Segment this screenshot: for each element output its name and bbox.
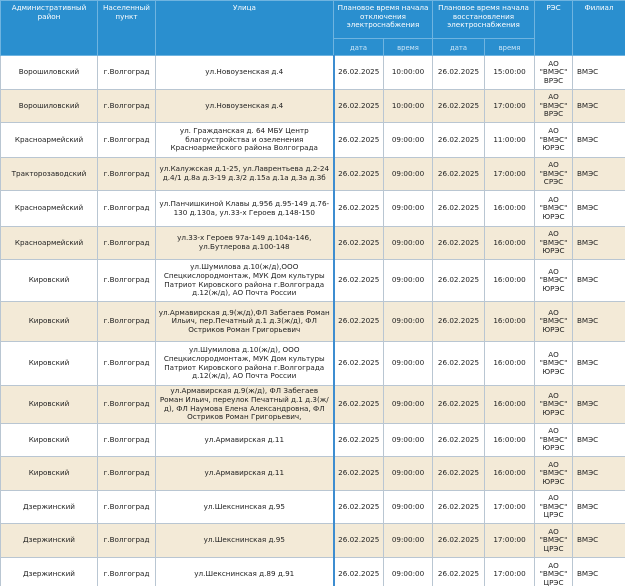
cell-on-date: 26.02.2025: [433, 386, 485, 424]
cell-on-time: 17:00:00: [485, 90, 535, 123]
cell-off-time: 09:00:00: [384, 227, 433, 260]
cell-branch: ВМЭС: [573, 158, 625, 191]
cell-on-time: 11:00:00: [485, 123, 535, 158]
cell-locality: г.Волгоград: [98, 56, 156, 90]
col-res-header: РЭС: [535, 1, 573, 56]
cell-on-time: 16:00:00: [485, 342, 535, 386]
cell-locality: г.Волгоград: [98, 191, 156, 227]
cell-off-time: 09:00:00: [384, 491, 433, 524]
cell-street: ул.Новоузенская д.4: [156, 90, 334, 123]
cell-on-time: 17:00:00: [485, 491, 535, 524]
table-row: [1, 260, 625, 302]
cell-locality: г.Волгоград: [98, 227, 156, 260]
cell-off-time: 09:00:00: [384, 302, 433, 342]
cell-off-time: 09:00:00: [384, 342, 433, 386]
sub-header-time: время: [485, 39, 535, 56]
col-branch-header: Филиал: [573, 1, 625, 56]
cell-branch: ВМЭС: [573, 302, 625, 342]
cell-street: ул.Шекснинская д.89 д.91: [156, 558, 334, 586]
cell-off-time: 10:00:00: [384, 56, 433, 90]
col-street-header: Улица: [156, 1, 334, 56]
cell-district: Дзержинский: [1, 491, 98, 524]
cell-locality: г.Волгоград: [98, 386, 156, 424]
col-district-header: Административный район: [1, 1, 98, 56]
cell-res: АО "ВМЭС" ЦРЭС: [535, 524, 573, 558]
cell-on-time: 17:00:00: [485, 158, 535, 191]
cell-on-time: 16:00:00: [485, 457, 535, 491]
cell-branch: ВМЭС: [573, 457, 625, 491]
table-row: [1, 227, 625, 260]
cell-district: Тракторозаводский: [1, 158, 98, 191]
cell-off-time: 09:00:00: [384, 524, 433, 558]
cell-branch: ВМЭС: [573, 123, 625, 158]
cell-street: ул.Армавирская д.11: [156, 457, 334, 491]
cell-off-date: 26.02.2025: [334, 457, 384, 491]
cell-off-date: 26.02.2025: [334, 260, 384, 302]
cell-branch: ВМЭС: [573, 491, 625, 524]
table-row: [1, 302, 625, 342]
cell-street: ул.Панчишкиной Клавы д.956 д.95-149 д.76-130 д.130а, ул.33-х Героев д.148-150: [156, 191, 334, 227]
cell-res: АО "ВМЭС" ЦРЭС: [535, 491, 573, 524]
cell-street: ул.Шумилова д.10(ж/д),ООО Спецкислородмонтаж, МУК Дом культуры Патриот Кировского района г.Волгограда д.12(ж/д), АО Почта России: [156, 260, 334, 302]
cell-on-date: 26.02.2025: [433, 342, 485, 386]
cell-off-time: 10:00:00: [384, 90, 433, 123]
cell-off-date: 26.02.2025: [334, 123, 384, 158]
table-row: [1, 457, 625, 491]
cell-district: Дзержинский: [1, 558, 98, 586]
cell-off-date: 26.02.2025: [334, 56, 384, 90]
cell-district: Кировский: [1, 386, 98, 424]
table-row: [1, 386, 625, 424]
cell-street: ул.Армавирская д.9(ж/д), ФЛ Забегаев Роман Ильич, переулок Печатный д.1 д.3(ж/д), ФЛ Наумова Елена Александровна, ФЛ Остриков Роман Григорьевич,: [156, 386, 334, 424]
cell-off-date: 26.02.2025: [334, 342, 384, 386]
cell-street: ул.Новоузенская д.4: [156, 56, 334, 90]
cell-branch: ВМЭС: [573, 227, 625, 260]
cell-off-time: 09:00:00: [384, 260, 433, 302]
cell-district: Красноармейский: [1, 123, 98, 158]
table-header: [1, 1, 625, 56]
cell-street: ул.33-х Героев 97а-149 д.104а-146, ул.Бутлерова д.100-148: [156, 227, 334, 260]
cell-off-date: 26.02.2025: [334, 191, 384, 227]
cell-branch: ВМЭС: [573, 342, 625, 386]
cell-on-date: 26.02.2025: [433, 56, 485, 90]
cell-off-date: 26.02.2025: [334, 524, 384, 558]
table-row: [1, 56, 625, 90]
cell-on-date: 26.02.2025: [433, 524, 485, 558]
cell-off-time: 09:00:00: [384, 158, 433, 191]
cell-res: АО "ВМЭС" ЮРЭС: [535, 191, 573, 227]
cell-on-date: 26.02.2025: [433, 227, 485, 260]
cell-off-date: 26.02.2025: [334, 558, 384, 586]
cell-branch: ВМЭС: [573, 260, 625, 302]
cell-locality: г.Волгоград: [98, 302, 156, 342]
cell-on-time: 16:00:00: [485, 424, 535, 457]
cell-res: АО "ВМЭС" ЮРЭС: [535, 123, 573, 158]
cell-off-time: 09:00:00: [384, 386, 433, 424]
cell-res: АО "ВМЭС" ЮРЭС: [535, 457, 573, 491]
cell-off-date: 26.02.2025: [334, 424, 384, 457]
cell-branch: ВМЭС: [573, 558, 625, 586]
cell-off-date: 26.02.2025: [334, 227, 384, 260]
cell-street: ул. Гражданская д. 64 МБУ Центр благоустройства и озеленения Красноармейского района Волгограда: [156, 123, 334, 158]
cell-locality: г.Волгоград: [98, 424, 156, 457]
cell-res: АО "ВМЭС" ЮРЭС: [535, 227, 573, 260]
cell-on-date: 26.02.2025: [433, 123, 485, 158]
cell-on-time: 16:00:00: [485, 386, 535, 424]
cell-locality: г.Волгоград: [98, 491, 156, 524]
cell-district: Кировский: [1, 424, 98, 457]
cell-district: Кировский: [1, 457, 98, 491]
table-row: [1, 191, 625, 227]
cell-off-time: 09:00:00: [384, 457, 433, 491]
sub-header-date: дата: [433, 39, 485, 56]
cell-res: АО "ВМЭС" ЮРЭС: [535, 424, 573, 457]
cell-res: АО "ВМЭС" ЮРЭС: [535, 342, 573, 386]
cell-street: ул.Армавирская д.9(ж/д),ФЛ Забегаев Роман Ильич, пер.Печатный д.1 д.3(ж/д), ФЛ Остриков Роман Григорьевич: [156, 302, 334, 342]
cell-district: Кировский: [1, 342, 98, 386]
cell-on-time: 16:00:00: [485, 302, 535, 342]
cell-district: Кировский: [1, 260, 98, 302]
sub-header-date: дата: [334, 39, 384, 56]
cell-district: Красноармейский: [1, 227, 98, 260]
cell-off-date: 26.02.2025: [334, 491, 384, 524]
table-body: [1, 56, 625, 586]
cell-on-time: 17:00:00: [485, 524, 535, 558]
cell-street: ул.Калужская д.1-25, ул.Лаврентьева д.2-24 д.4/1 д.8а д.3-19 д.3/2 д.15а д.1а д.3а д.3б: [156, 158, 334, 191]
table-row: [1, 123, 625, 158]
cell-district: Кировский: [1, 302, 98, 342]
cell-on-date: 26.02.2025: [433, 424, 485, 457]
cell-off-time: 09:00:00: [384, 424, 433, 457]
cell-on-date: 26.02.2025: [433, 457, 485, 491]
cell-locality: г.Волгоград: [98, 457, 156, 491]
cell-branch: ВМЭС: [573, 424, 625, 457]
cell-on-time: 16:00:00: [485, 260, 535, 302]
cell-res: АО "ВМЭС" ЮРЭС: [535, 302, 573, 342]
col-locality-header: Населенный пункт: [98, 1, 156, 56]
cell-branch: ВМЭС: [573, 386, 625, 424]
cell-district: Красноармейский: [1, 191, 98, 227]
cell-res: АО "ВМЭС" ЮРЭС: [535, 386, 573, 424]
cell-district: Ворошиловский: [1, 56, 98, 90]
cell-locality: г.Волгоград: [98, 342, 156, 386]
table-row: [1, 424, 625, 457]
cell-res: АО "ВМЭС" ЮРЭС: [535, 260, 573, 302]
cell-branch: ВМЭС: [573, 191, 625, 227]
cell-street: ул.Шекснинская д.95: [156, 491, 334, 524]
cell-street: ул.Шекснинская д.95: [156, 524, 334, 558]
sub-header-time: время: [384, 39, 433, 56]
cell-locality: г.Волгоград: [98, 524, 156, 558]
cell-district: Дзержинский: [1, 524, 98, 558]
cell-res: АО "ВМЭС" ЦРЭС: [535, 558, 573, 586]
cell-locality: г.Волгоград: [98, 158, 156, 191]
table-row: [1, 342, 625, 386]
cell-on-date: 26.02.2025: [433, 158, 485, 191]
cell-locality: г.Волгоград: [98, 123, 156, 158]
cell-off-time: 09:00:00: [384, 191, 433, 227]
cell-street: ул.Армавирская д.11: [156, 424, 334, 457]
cell-on-date: 26.02.2025: [433, 90, 485, 123]
table-row: [1, 558, 625, 586]
col-off-time-header: Плановое время начала отключения электроснабжения: [334, 1, 433, 39]
cell-on-time: 16:00:00: [485, 227, 535, 260]
cell-district: Ворошиловский: [1, 90, 98, 123]
cell-res: АО "ВМЭС" ВРЭС: [535, 56, 573, 90]
cell-on-date: 26.02.2025: [433, 260, 485, 302]
cell-off-time: 09:00:00: [384, 558, 433, 586]
cell-on-date: 26.02.2025: [433, 491, 485, 524]
cell-on-time: 16:00:00: [485, 191, 535, 227]
cell-branch: ВМЭС: [573, 524, 625, 558]
cell-off-time: 09:00:00: [384, 123, 433, 158]
table-row: [1, 158, 625, 191]
cell-on-date: 26.02.2025: [433, 302, 485, 342]
table-row: [1, 491, 625, 524]
cell-branch: ВМЭС: [573, 90, 625, 123]
cell-locality: г.Волгоград: [98, 90, 156, 123]
cell-off-date: 26.02.2025: [334, 302, 384, 342]
cell-on-time: 15:00:00: [485, 56, 535, 90]
cell-off-date: 26.02.2025: [334, 90, 384, 123]
cell-locality: г.Волгоград: [98, 558, 156, 586]
cell-off-date: 26.02.2025: [334, 386, 384, 424]
cell-on-date: 26.02.2025: [433, 191, 485, 227]
cell-off-date: 26.02.2025: [334, 158, 384, 191]
cell-res: АО "ВМЭС" ВРЭС: [535, 90, 573, 123]
table-row: [1, 524, 625, 558]
cell-on-date: 26.02.2025: [433, 558, 485, 586]
cell-res: АО "ВМЭС" СРЭС: [535, 158, 573, 191]
table-row: [1, 90, 625, 123]
cell-on-time: 17:00:00: [485, 558, 535, 586]
cell-street: ул.Шумилова д.10(ж/д), ООО Спецкислородмонтаж, МУК Дом культуры Патриот Кировского района г.Волгограда д.12(ж/д), АО Почта России: [156, 342, 334, 386]
col-on-time-header: Плановое время начала восстановления электроснабжения: [433, 1, 535, 39]
cell-branch: ВМЭС: [573, 56, 625, 90]
cell-locality: г.Волгоград: [98, 260, 156, 302]
